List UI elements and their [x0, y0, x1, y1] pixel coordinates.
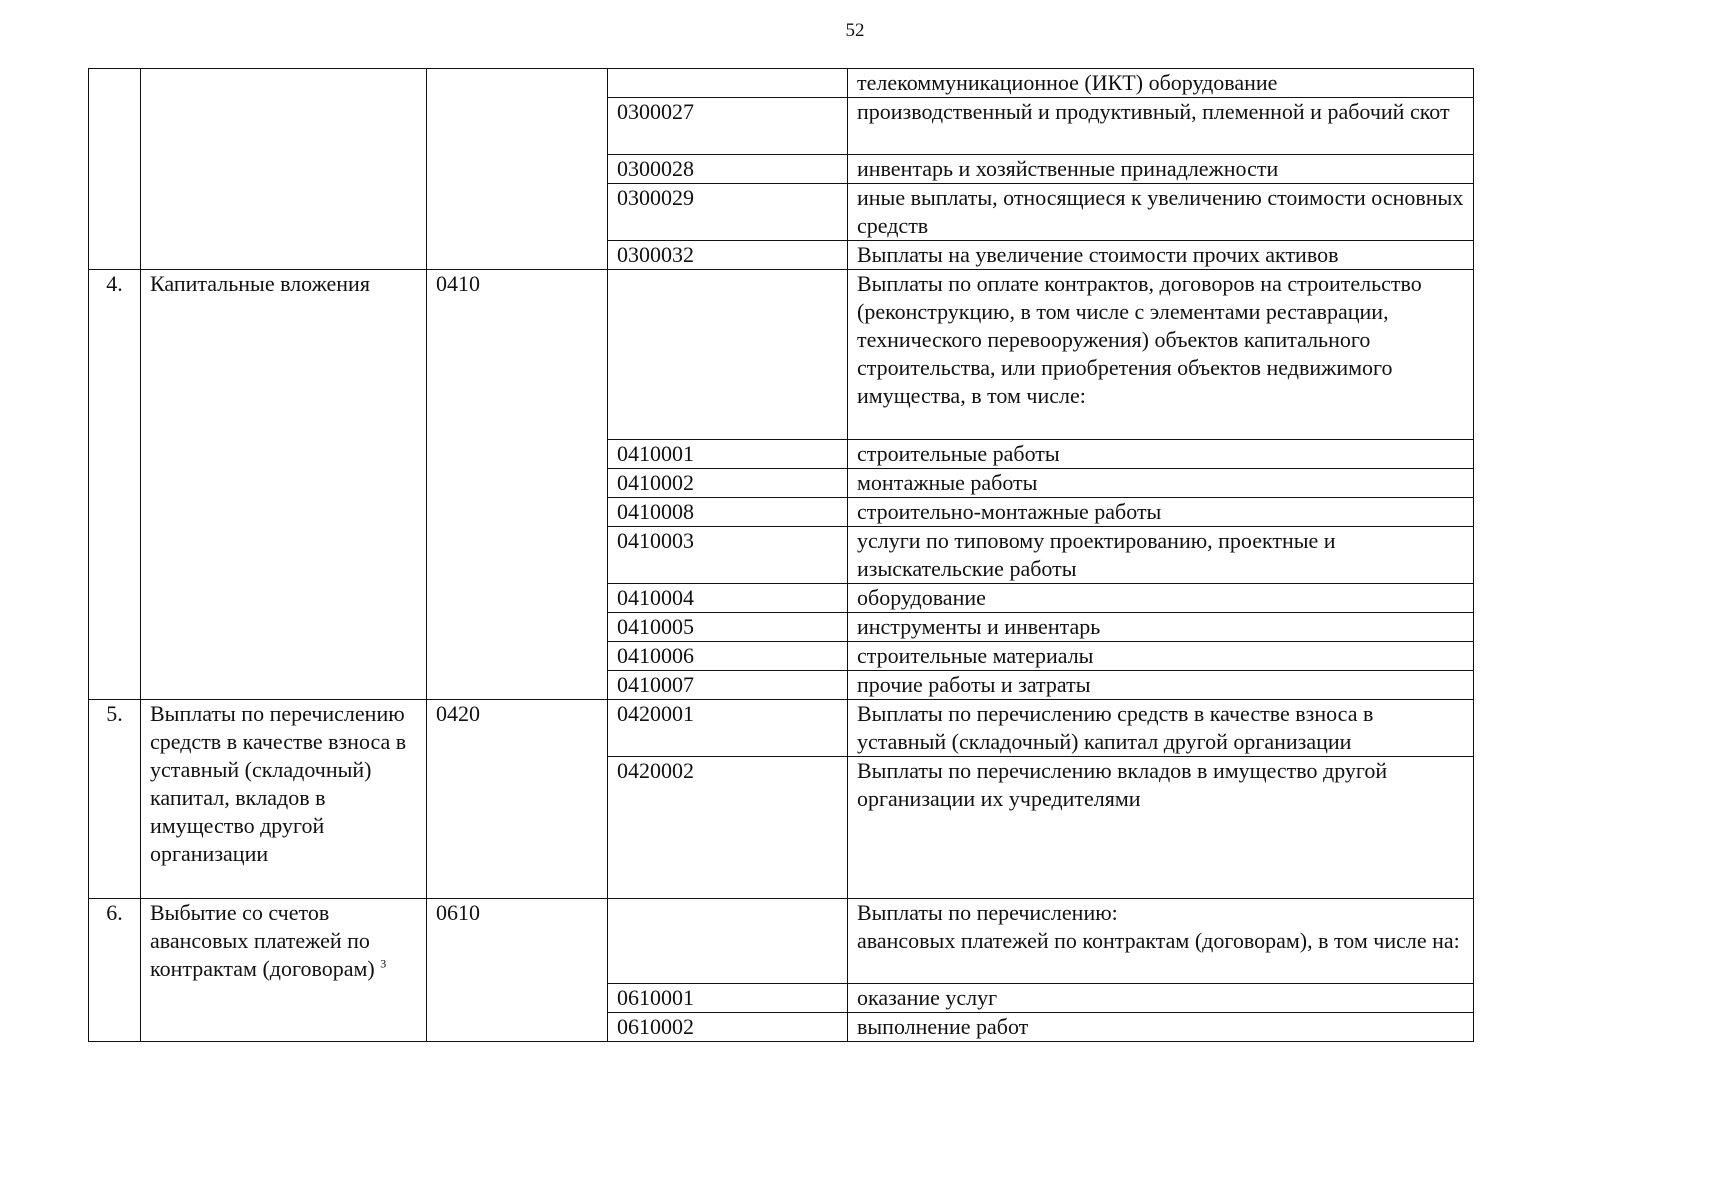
desc-cell: [848, 899, 1474, 984]
table-row: [89, 69, 1474, 98]
name-cell: [141, 69, 427, 270]
desc-cell: Выплаты по перечислению средств в качестве взноса в уставный (складочный) капитал другой организации: [848, 700, 1474, 757]
group-code: 0410: [427, 270, 608, 700]
section-number: 5.: [89, 700, 141, 899]
payments-classification-table: [88, 68, 1474, 1042]
desc-cell: услуги по типовому проектированию, проектные и изыскательские работы: [848, 527, 1474, 584]
code-cell: 0410001: [608, 440, 848, 469]
desc-cell: строительно-монтажные работы: [848, 498, 1474, 527]
desc-cell: Выплаты на увеличение стоимости прочих активов: [848, 241, 1474, 270]
code-cell: 0410005: [608, 613, 848, 642]
table-row: [89, 899, 1474, 984]
code-cell: [608, 899, 848, 984]
code-cell: 0300027: [608, 98, 848, 155]
page-number: 52: [845, 20, 865, 41]
code-cell: 0410006: [608, 642, 848, 671]
code-cell: 0410008: [608, 498, 848, 527]
desc-line: авансовых платежей по контрактам (договорам), в том числе на:: [857, 928, 1460, 953]
desc-cell: Выплаты по перечислению вкладов в имущество другой организации их учредителями: [848, 757, 1474, 899]
code-cell: 0410004: [608, 584, 848, 613]
group-code: 0420: [427, 700, 608, 899]
desc-cell: Выплаты по оплате контрактов, договоров на строительство (реконструкцию, в том числе с элементами реставрации, технического перевооружения) объектов капитального строительства, или приобретения объектов недвижимого имущества, в том числе:: [848, 270, 1474, 440]
num-cell: [89, 69, 141, 270]
code-cell: 0610001: [608, 984, 848, 1013]
code-cell: 0300028: [608, 155, 848, 184]
group-code: 0610: [427, 899, 608, 1042]
code-cell: 0300029: [608, 184, 848, 241]
desc-cell: монтажные работы: [848, 469, 1474, 498]
table-row: [89, 270, 1474, 440]
code-cell: 0420001: [608, 700, 848, 757]
section-name-text: Выбытие со счетов авансовых платежей по контрактам (договорам): [150, 900, 375, 981]
desc-cell: инвентарь и хозяйственные принадлежности: [848, 155, 1474, 184]
code-cell: 0300032: [608, 241, 848, 270]
section-name: Капитальные вложения: [141, 270, 427, 700]
desc-cell: строительные материалы: [848, 642, 1474, 671]
group-code-cell: [427, 69, 608, 270]
desc-line: Выплаты по перечислению:: [857, 900, 1118, 925]
desc-cell: выполнение работ: [848, 1013, 1474, 1042]
section-name: Выплаты по перечислению средств в качестве взноса в уставный (складочный) капитал, вкладов в имущество другой организации: [141, 700, 427, 899]
code-cell: 0410007: [608, 671, 848, 700]
code-cell: [608, 270, 848, 440]
code-cell: 0610002: [608, 1013, 848, 1042]
desc-cell: оборудование: [848, 584, 1474, 613]
section-number: 6.: [89, 899, 141, 1042]
section-number: 4.: [89, 270, 141, 700]
code-cell: [608, 69, 848, 98]
desc-cell: прочие работы и затраты: [848, 671, 1474, 700]
footnote-marker: 3: [380, 956, 387, 971]
code-cell: 0420002: [608, 757, 848, 899]
desc-cell: строительные работы: [848, 440, 1474, 469]
desc-cell: оказание услуг: [848, 984, 1474, 1013]
table-row: [89, 700, 1474, 757]
desc-cell: телекоммуникационное (ИКТ) оборудование: [848, 69, 1474, 98]
desc-cell: иные выплаты, относящиеся к увеличению стоимости основных средств: [848, 184, 1474, 241]
desc-cell: инструменты и инвентарь: [848, 613, 1474, 642]
code-cell: 0410003: [608, 527, 848, 584]
code-cell: 0410002: [608, 469, 848, 498]
desc-cell: производственный и продуктивный, племенной и рабочий скот: [848, 98, 1474, 155]
section-name: [141, 899, 427, 1042]
